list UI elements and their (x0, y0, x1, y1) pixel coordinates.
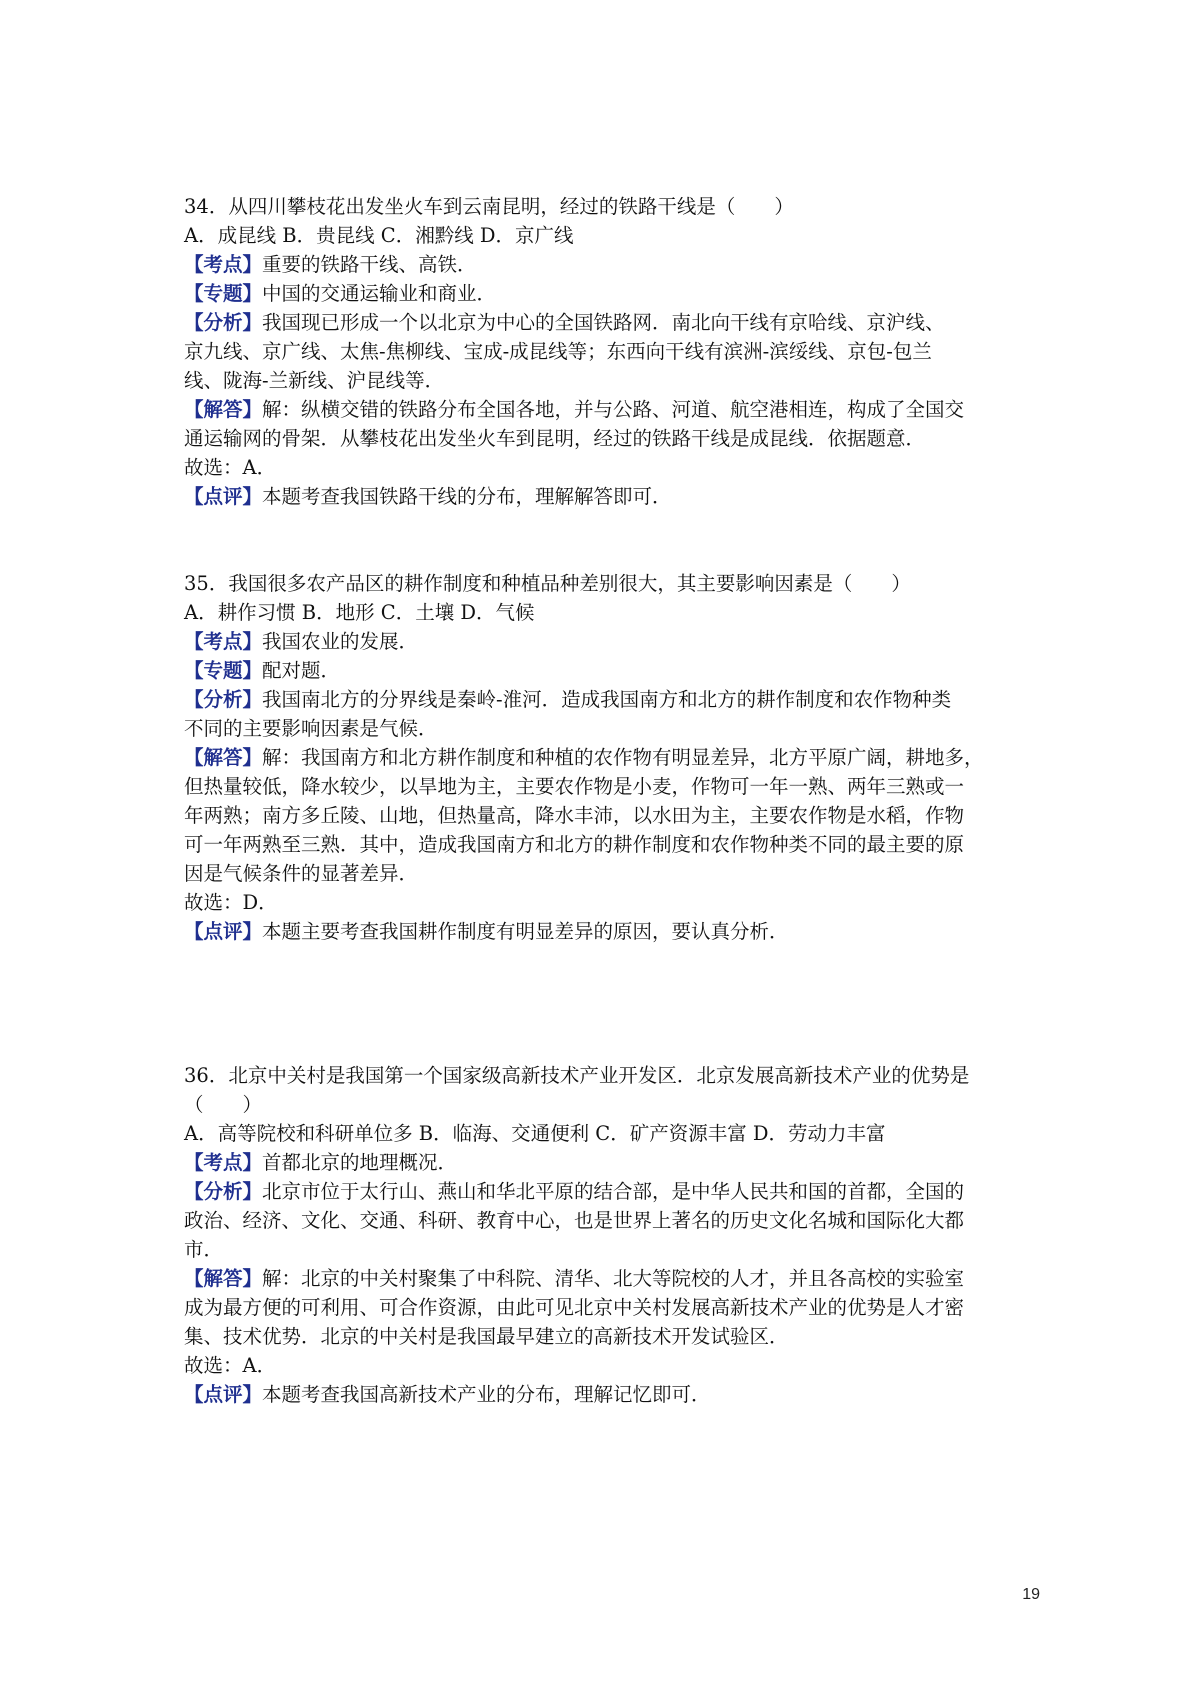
dianping-label: 【点评】 (184, 1383, 263, 1406)
fenxi-row (184, 1177, 1034, 1206)
fenxi-label: 【分析】 (184, 1180, 263, 1203)
jieda-text: 成为最方便的可利用、可合作资源，由此可见北京中关村发展高新技术产业的优势是人才密 (184, 1296, 965, 1319)
zhuanti-label: 【专题】 (184, 659, 263, 682)
answer: 故选：D． (184, 891, 278, 914)
fenxi-row (184, 685, 1034, 714)
kaodian-text: 首都北京的地理概况． (262, 1151, 458, 1174)
dianping-text: 本题主要考查我国耕作制度有明显差异的原因，要认真分析． (262, 920, 789, 943)
jieda-text: 解：我国南方和北方耕作制度和种植的农作物有明显差异，北方平原广阔，耕地多， (262, 746, 984, 769)
fenxi-text: 不同的主要影响因素是气候． (184, 717, 438, 740)
question-34 (184, 192, 1034, 511)
kaodian-row (184, 250, 1034, 279)
question-stem: 35．我国很多农产品区的耕作制度和种植品种差别很大，其主要影响因素是（ ） (184, 572, 911, 595)
question-stem: 36．北京中关村是我国第一个国家级高新技术产业开发区．北京发展高新技术产业的优势是 (184, 1064, 970, 1087)
question-36 (184, 1061, 1034, 1409)
jieda-row (184, 395, 1034, 424)
kaodian-label: 【考点】 (184, 1151, 263, 1174)
jieda-text: 集、技术优势．北京的中关村是我国最早建立的高新技术开发试验区． (184, 1325, 789, 1348)
question-options: A．成昆线 B．贵昆线 C．湘黔线 D．京广线 (184, 224, 574, 247)
zhuanti-row (184, 656, 1034, 685)
kaodian-label: 【考点】 (184, 630, 263, 653)
zhuanti-row (184, 279, 1034, 308)
answer: 故选：A． (184, 456, 277, 479)
jieda-row (184, 1264, 1034, 1293)
question-stem: （ ） (184, 1093, 263, 1116)
jieda-text: 可一年两熟至三熟．其中，造成我国南方和北方的耕作制度和农作物种类不同的最主要的原 (184, 833, 965, 856)
zhuanti-text: 中国的交通运输业和商业． (262, 282, 497, 305)
question-options: A．高等院校和科研单位多 B．临海、交通便利 C．矿产资源丰富 D．劳动力丰富 (184, 1122, 886, 1145)
jieda-text: 通运输网的骨架．从攀枝花出发坐火车到昆明，经过的铁路干线是成昆线．依据题意． (184, 427, 926, 450)
fenxi-text: 北京市位于太行山、燕山和华北平原的结合部，是中华人民共和国的首都，全国的 (262, 1180, 965, 1203)
jieda-label: 【解答】 (184, 1267, 263, 1290)
question-options: A．耕作习惯 B．地形 C．土壤 D．气候 (184, 601, 535, 624)
question-35 (184, 569, 1034, 946)
jieda-text: 解：北京的中关村聚集了中科院、清华、北大等院校的人才，并且各高校的实验室 (262, 1267, 965, 1290)
fenxi-label: 【分析】 (184, 688, 263, 711)
page-number: 19 (1022, 1586, 1040, 1603)
dianping-row (184, 917, 1034, 946)
zhuanti-label: 【专题】 (184, 282, 263, 305)
jieda-text: 年两熟；南方多丘陵、山地，但热量高，降水丰沛，以水田为主，主要农作物是水稻，作物 (184, 804, 965, 827)
fenxi-text: 线、陇海-兰新线、沪昆线等． (184, 369, 445, 392)
fenxi-label: 【分析】 (184, 311, 263, 334)
question-stem: 34．从四川攀枝花出发坐火车到云南昆明，经过的铁路干线是（ ） (184, 195, 794, 218)
dianping-label: 【点评】 (184, 920, 263, 943)
jieda-label: 【解答】 (184, 398, 263, 421)
dianping-text: 本题考查我国高新技术产业的分布，理解记忆即可． (262, 1383, 711, 1406)
dianping-row (184, 1380, 1034, 1409)
answer: 故选：A． (184, 1354, 277, 1377)
jieda-label: 【解答】 (184, 746, 263, 769)
fenxi-text: 市． (184, 1238, 224, 1261)
jieda-text: 因是气候条件的显著差异． (184, 862, 419, 885)
fenxi-text: 政治、经济、文化、交通、科研、教育中心，也是世界上著名的历史文化名城和国际化大都 (184, 1209, 965, 1232)
jieda-row (184, 743, 1034, 772)
kaodian-text: 我国农业的发展． (262, 630, 419, 653)
fenxi-text: 我国现已形成一个以北京为中心的全国铁路网．南北向干线有京哈线、京沪线、 (262, 311, 945, 334)
dianping-label: 【点评】 (184, 485, 263, 508)
dianping-text: 本题考查我国铁路干线的分布，理解解答即可． (262, 485, 672, 508)
jieda-text: 但热量较低，降水较少，以旱地为主，主要农作物是小麦，作物可一年一熟、两年三熟或一 (184, 775, 965, 798)
jieda-text: 解：纵横交错的铁路分布全国各地，并与公路、河道、航空港相连，构成了全国交 (262, 398, 965, 421)
fenxi-row (184, 308, 1034, 337)
dianping-row (184, 482, 1034, 511)
kaodian-row (184, 1148, 1034, 1177)
kaodian-row (184, 627, 1034, 656)
fenxi-text: 我国南北方的分界线是秦岭-淮河．造成我国南方和北方的耕作制度和农作物种类 (262, 688, 952, 711)
zhuanti-text: 配对题． (262, 659, 341, 682)
fenxi-text: 京九线、京广线、太焦-焦柳线、宝成-成昆线等；东西向干线有滨洲-滨绥线、京包-包兰 (184, 340, 932, 363)
kaodian-label: 【考点】 (184, 253, 263, 276)
kaodian-text: 重要的铁路干线、高铁． (262, 253, 477, 276)
